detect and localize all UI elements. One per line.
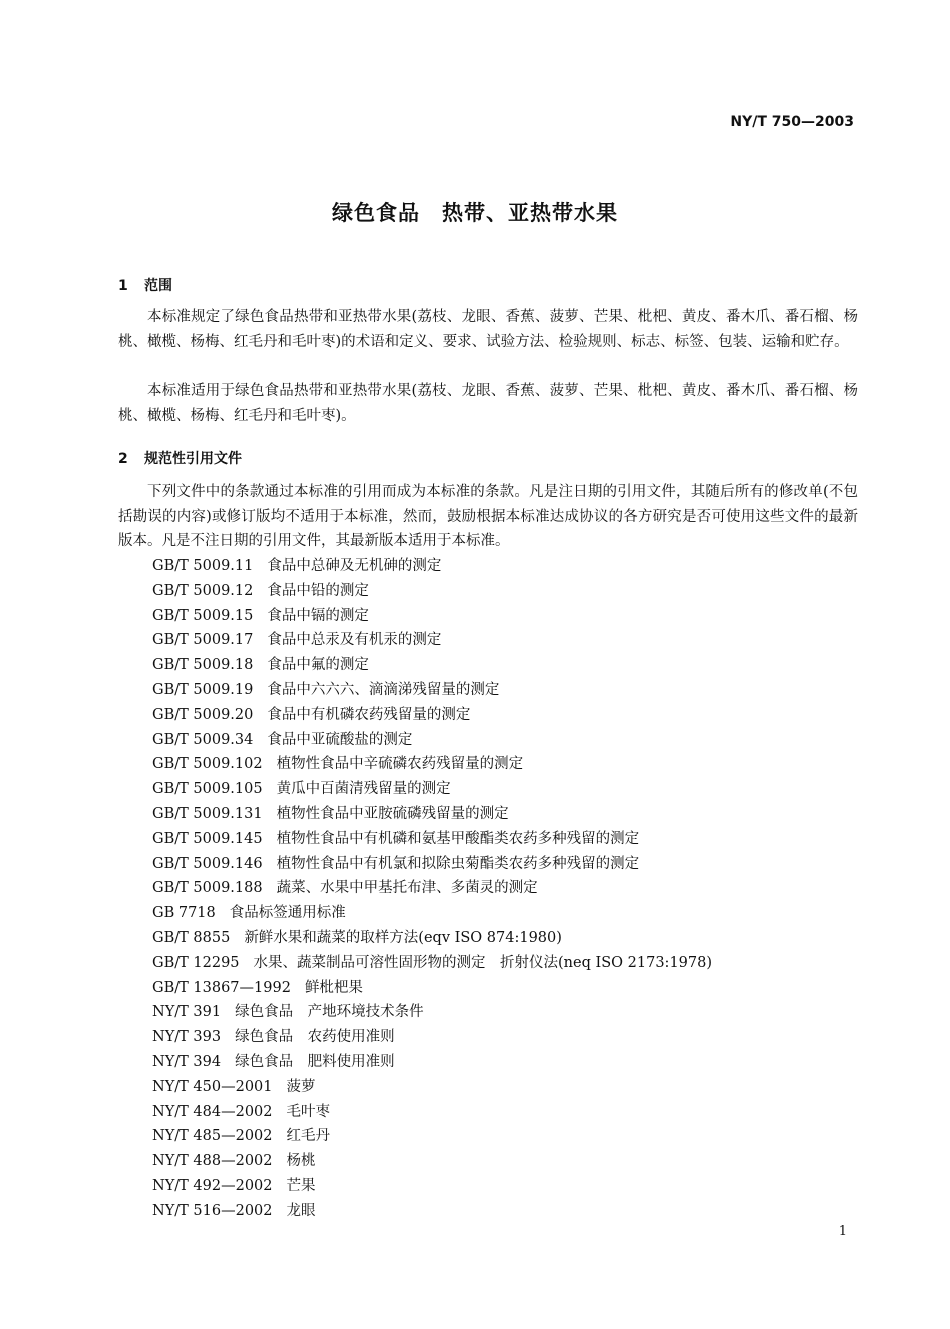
reference-item <box>152 926 712 951</box>
reference-title: 毛叶枣 <box>286 1103 331 1120</box>
reference-item <box>152 579 712 604</box>
reference-item <box>152 1025 712 1050</box>
reference-code: GB/T 5009.146 <box>152 855 263 872</box>
reference-code: NY/T 393 <box>152 1029 222 1046</box>
reference-item <box>152 628 712 653</box>
reference-code: NY/T 488—2002 <box>152 1153 273 1170</box>
reference-item <box>152 1100 712 1125</box>
reference-item <box>152 653 712 678</box>
reference-title: 食品中铅的测定 <box>267 582 369 599</box>
reference-item <box>152 1124 712 1149</box>
reference-item <box>152 901 712 926</box>
reference-title: 植物性食品中亚胺硫磷残留量的测定 <box>276 805 509 822</box>
reference-title: 植物性食品中辛硫磷农药残留量的测定 <box>276 756 524 773</box>
reference-item <box>152 1199 712 1224</box>
reference-code: GB/T 5009.19 <box>152 681 254 698</box>
reference-title: 食品中六六六、滴滴涕残留量的测定 <box>267 681 500 698</box>
reference-item <box>152 777 712 802</box>
reference-title: 食品标签通用标准 <box>229 905 346 922</box>
reference-code: GB/T 5009.12 <box>152 582 254 599</box>
reference-code: GB/T 13867—1992 <box>152 979 291 996</box>
reference-item <box>152 951 712 976</box>
page-number: 1 <box>838 1224 847 1239</box>
reference-title: 龙眼 <box>286 1202 316 1219</box>
section-2-number: 2 <box>118 451 128 467</box>
standard-number: NY/T 750—2003 <box>730 114 854 130</box>
reference-code: GB/T 5009.145 <box>152 830 263 847</box>
reference-code: NY/T 485—2002 <box>152 1128 273 1145</box>
document-title: 绿色食品 热带、亚热带水果 <box>332 201 618 225</box>
reference-code: GB/T 5009.188 <box>152 880 263 897</box>
reference-item <box>152 1075 712 1100</box>
reference-title: 红毛丹 <box>286 1128 331 1145</box>
reference-list <box>152 554 712 1224</box>
reference-code: NY/T 516—2002 <box>152 1202 273 1219</box>
reference-item <box>152 703 712 728</box>
reference-title: 新鲜水果和蔬菜的取样方法(eqv ISO 874:1980) <box>244 929 562 946</box>
reference-code: GB 7718 <box>152 905 216 922</box>
reference-item <box>152 876 712 901</box>
reference-item <box>152 1149 712 1174</box>
reference-code: NY/T 391 <box>152 1004 222 1021</box>
reference-code: GB/T 5009.18 <box>152 657 254 674</box>
reference-title: 食品中氟的测定 <box>267 657 369 674</box>
reference-item <box>152 1050 712 1075</box>
section-1-paragraph-2: 本标准适用于绿色食品热带和亚热带水果(荔枝、龙眼、香蕉、菠萝、芒果、枇杷、黄皮、番木爪、番石榴、杨桃、橄榄、杨梅、红毛丹和毛叶枣)。 <box>118 383 858 424</box>
reference-title: 食品中亚硫酸盐的测定 <box>267 731 413 748</box>
section-2-title: 规范性引用文件 <box>144 451 242 467</box>
reference-title: 鲜枇杷果 <box>304 979 363 996</box>
reference-title: 水果、蔬菜制品可溶性固形物的测定 折射仪法(neq ISO 2173:1978) <box>253 954 712 971</box>
section-1-paragraph-1: 本标准规定了绿色食品热带和亚热带水果(荔枝、龙眼、香蕉、菠萝、芒果、枇杷、黄皮、番木爪、番石榴、杨桃、橄榄、杨梅、红毛丹和毛叶枣)的术语和定义、要求、试验方法、检验规则、标志、标签、包装、运输和贮存。 <box>118 309 858 350</box>
reference-title: 植物性食品中有机氯和拟除虫菊酯类农药多种残留的测定 <box>276 855 640 872</box>
reference-title: 食品中总砷及无机砷的测定 <box>267 558 442 574</box>
reference-code: GB/T 5009.105 <box>152 781 263 798</box>
reference-item <box>152 554 712 579</box>
reference-title: 杨桃 <box>286 1153 316 1170</box>
reference-item <box>152 752 712 777</box>
reference-code: NY/T 484—2002 <box>152 1103 273 1120</box>
reference-code: GB/T 5009.34 <box>152 731 254 748</box>
reference-title: 食品中镉的测定 <box>267 607 369 624</box>
reference-title: 绿色食品 肥料使用准则 <box>235 1053 395 1070</box>
reference-title: 芒果 <box>286 1177 316 1194</box>
reference-title: 菠萝 <box>286 1078 316 1095</box>
reference-code: GB/T 12295 <box>152 954 240 971</box>
reference-title: 绿色食品 农药使用准则 <box>235 1029 395 1046</box>
reference-code: GB/T 5009.11 <box>152 558 254 574</box>
reference-item <box>152 1000 712 1025</box>
reference-item <box>152 827 712 852</box>
reference-code: GB/T 5009.102 <box>152 756 263 773</box>
section-2-intro: 下列文件中的条款通过本标准的引用而成为本标准的条款。凡是注日期的引用文件，其随后所有的修改单(不包括勘误的内容)或修订版均不适用于本标准，然而，鼓励根据本标准达成协议的各方研究是否可使用这些文件的最新版本。凡是不注日期的引用文件，其最新版本适用于本标准。 <box>118 484 858 549</box>
section-1-number: 1 <box>118 278 128 294</box>
section-1-heading <box>118 275 172 295</box>
reference-item <box>152 678 712 703</box>
reference-title: 食品中总汞及有机汞的测定 <box>267 632 442 649</box>
reference-title: 黄瓜中百菌清残留量的测定 <box>276 781 451 798</box>
reference-item <box>152 728 712 753</box>
reference-code: NY/T 492—2002 <box>152 1177 273 1194</box>
reference-item <box>152 604 712 629</box>
reference-code: GB/T 5009.15 <box>152 607 254 624</box>
section-2-heading <box>118 448 242 468</box>
section-1-title: 范围 <box>144 278 172 294</box>
reference-title: 植物性食品中有机磷和氨基甲酸酯类农药多种残留的测定 <box>276 830 640 847</box>
reference-item <box>152 852 712 877</box>
reference-item <box>152 1174 712 1199</box>
reference-title: 绿色食品 产地环境技术条件 <box>235 1004 424 1021</box>
reference-code: GB/T 5009.131 <box>152 805 263 822</box>
reference-code: GB/T 5009.17 <box>152 632 254 649</box>
reference-code: NY/T 450—2001 <box>152 1078 273 1095</box>
reference-code: NY/T 394 <box>152 1053 222 1070</box>
reference-title: 食品中有机磷农药残留量的测定 <box>267 706 471 723</box>
reference-item <box>152 802 712 827</box>
reference-item <box>152 976 712 1001</box>
reference-title: 蔬菜、水果中甲基托布津、多菌灵的测定 <box>276 880 538 897</box>
reference-code: GB/T 8855 <box>152 929 231 946</box>
reference-code: GB/T 5009.20 <box>152 706 254 723</box>
